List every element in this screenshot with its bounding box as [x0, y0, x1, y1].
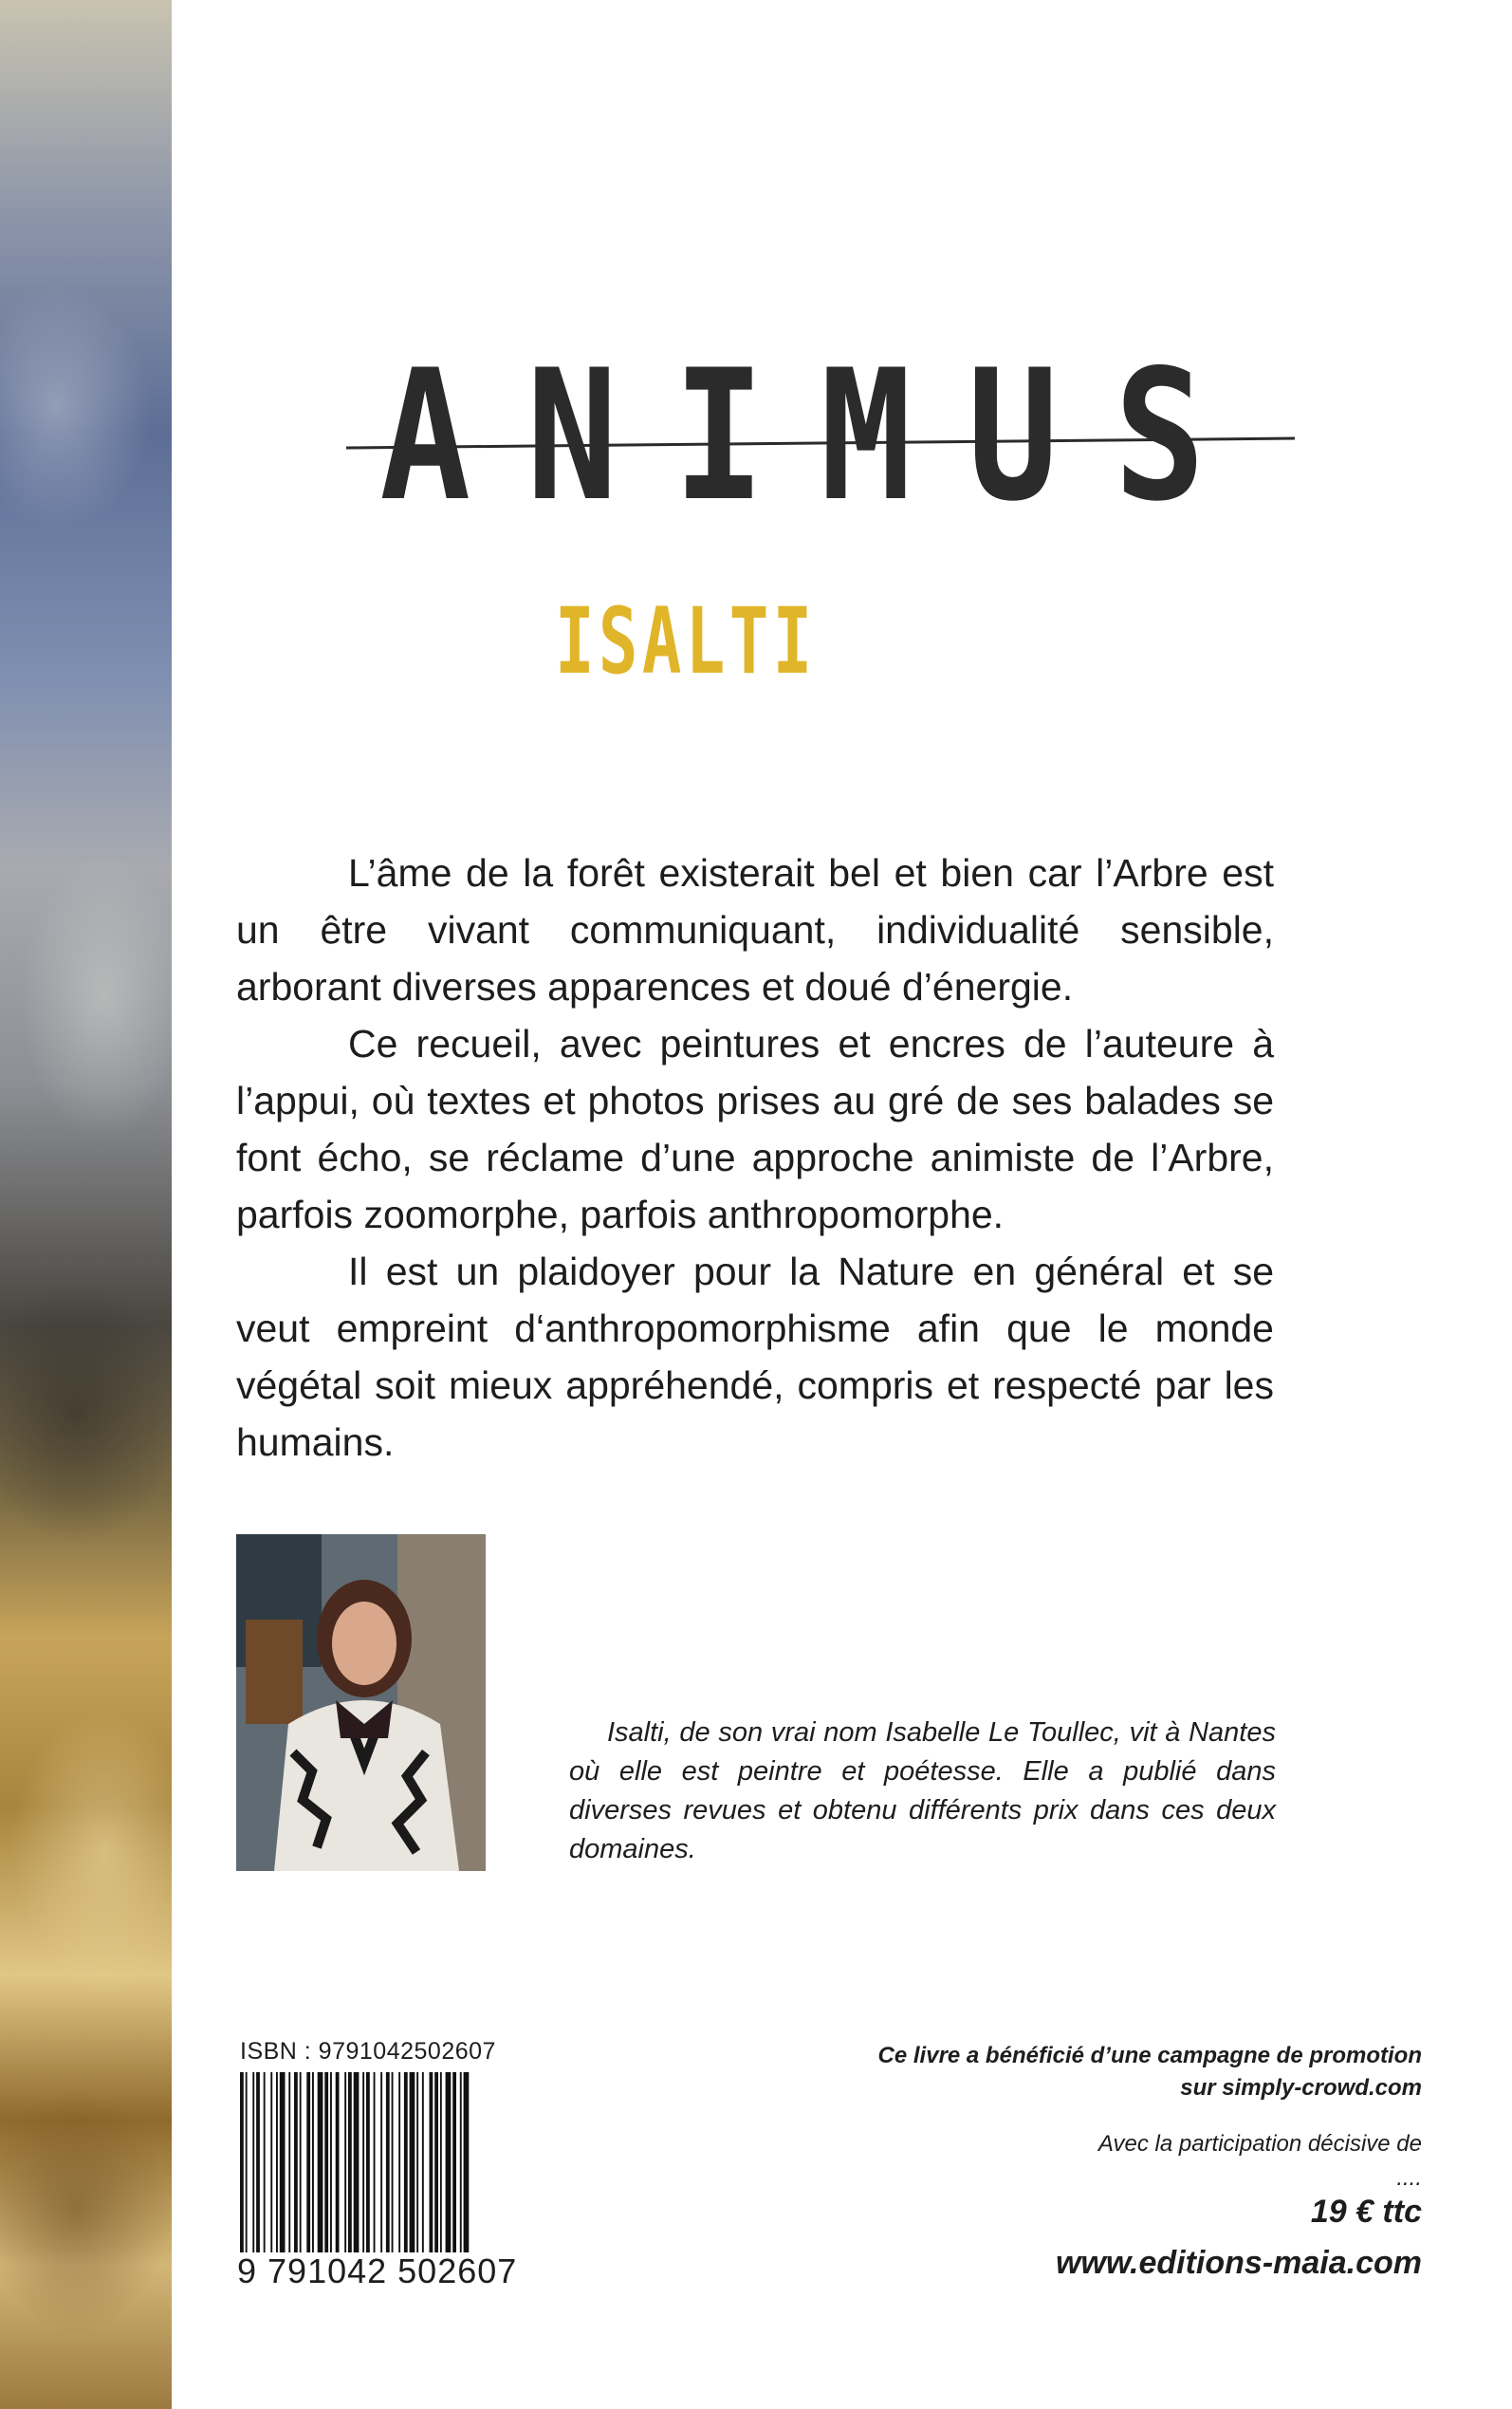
price: 19 € ttc: [1310, 2194, 1422, 2230]
barcode-bar: [464, 2072, 470, 2252]
barcode-bar: [404, 2072, 408, 2252]
blurb-paragraph-3: Il est un plaidoyer pour la Nature en général et se veut empreint d‘anthropomorphisme afin que le monde végétal soit mieux appréhendé, compris et respecté par les humains.: [236, 1250, 1274, 1464]
barcode-bar: [392, 2072, 394, 2252]
book-title: [346, 342, 1295, 531]
barcode-bar: [410, 2072, 415, 2252]
barcode-bar: [288, 2072, 290, 2252]
barcode-bar: [440, 2072, 442, 2252]
barcode-bar: [256, 2072, 260, 2252]
barcode-bar: [270, 2072, 272, 2252]
barcode-bar: [252, 2072, 254, 2252]
book-title-text: ANIMUS: [379, 342, 1262, 531]
isbn-label: ISBN : 9791042502607: [240, 2038, 496, 2065]
participation-line-2: ....: [1396, 2165, 1422, 2191]
author-bio: Isalti, de son vrai nom Isabelle Le Toullec, vit à Nantes où elle est peintre et poétesse. Elle a publié dans diverses revues et obtenu différents prix dans ces deux domaines.: [569, 1717, 1276, 1864]
barcode-bar: [380, 2072, 382, 2252]
barcode-bar: [434, 2072, 438, 2252]
participation-notice: [1098, 2127, 1422, 2196]
barcode-bar: [366, 2072, 370, 2252]
barcode-bar: [300, 2072, 302, 2252]
author-name: ISALTI: [555, 588, 817, 695]
participation-line-1: Avec la participation décisive de: [1097, 2131, 1422, 2157]
barcode-digits: 9 791042 502607: [237, 2251, 518, 2290]
barcode-bar: [330, 2072, 332, 2252]
barcode-bar: [318, 2072, 323, 2252]
promo-notice: [878, 2040, 1422, 2104]
barcode-bar: [336, 2072, 340, 2252]
blurb-paragraph-2: Ce recueil, avec peintures et encres de l’auteure à l’appui, où textes et photos prises au gré de ses balades se font écho, se réclame d’une approche animiste de l’Arbre, parfois zoomorphe, parfois anthropomorphe.: [236, 1022, 1274, 1236]
barcode-bar: [264, 2072, 266, 2252]
barcode-bar: [294, 2072, 298, 2252]
painting-strip: [0, 0, 172, 2409]
barcode-bar: [386, 2072, 390, 2252]
barcode-bar: [362, 2072, 364, 2252]
barcode-bar: [348, 2072, 352, 2252]
barcode-bar: [460, 2072, 462, 2252]
barcode-bar: [276, 2072, 278, 2252]
barcode: [240, 2072, 535, 2252]
blurb-paragraph-1: L’âme de la forêt existerait bel et bien car l’Arbre est un être vivant communiquant, individualité sensible, arborant diverses apparences et doué d’énergie.: [236, 851, 1274, 1009]
barcode-bar: [312, 2072, 314, 2252]
barcode-bar: [430, 2072, 433, 2252]
barcode-bar: [240, 2072, 244, 2252]
barcode-bar: [422, 2072, 424, 2252]
publisher-website: www.editions-maia.com: [1055, 2245, 1422, 2281]
barcode-bar: [398, 2072, 400, 2252]
barcode-bar: [344, 2072, 346, 2252]
barcode-bar: [452, 2072, 456, 2252]
barcode-bar: [280, 2072, 286, 2252]
barcode-bar: [446, 2072, 452, 2252]
back-cover-blurb: [236, 844, 1274, 1471]
barcode-bar: [324, 2072, 328, 2252]
barcode-bar: [416, 2072, 418, 2252]
promo-line-2: sur simply-crowd.com: [1180, 2075, 1422, 2101]
barcode-bar: [246, 2072, 248, 2252]
barcode-bar: [354, 2072, 360, 2252]
author-photo: [236, 1534, 486, 1871]
barcode-bar: [306, 2072, 310, 2252]
barcode-bar: [374, 2072, 376, 2252]
promo-line-1: Ce livre a bénéficié d’une campagne de promotion: [877, 2043, 1422, 2068]
